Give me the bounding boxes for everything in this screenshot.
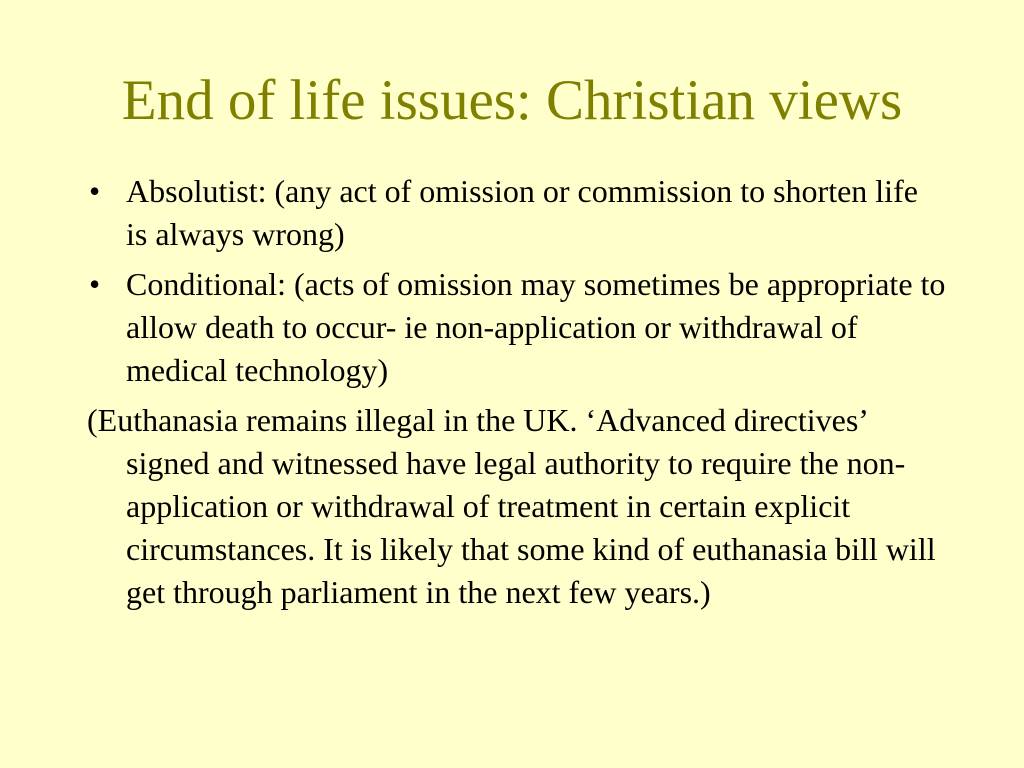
- bullet-icon: •: [89, 266, 101, 302]
- euthanasia-note: (Euthanasia remains illegal in the UK. ‘Advanced directives’ signed and witnessed have legal authority to require the non-application or withdrawal of treatment in certain explicit circumstances. It is likely that some kind of euthanasia bill will get through parliament in the next few years.): [87, 402, 936, 610]
- bullet-text: Conditional: (acts of omission may sometimes be appropriate to allow death to occur- ie non-application or withdrawal of medical technology): [126, 266, 946, 388]
- bullet-text: Absolutist: (any act of omission or commission to shorten life is always wrong): [126, 173, 918, 252]
- slide-title: End of life issues: Christian views: [121, 69, 903, 132]
- bullet-item-conditional: [87, 263, 947, 392]
- bullet-icon: •: [89, 173, 101, 209]
- bullet-item-absolutist: [87, 170, 947, 256]
- slide-body: [87, 170, 947, 614]
